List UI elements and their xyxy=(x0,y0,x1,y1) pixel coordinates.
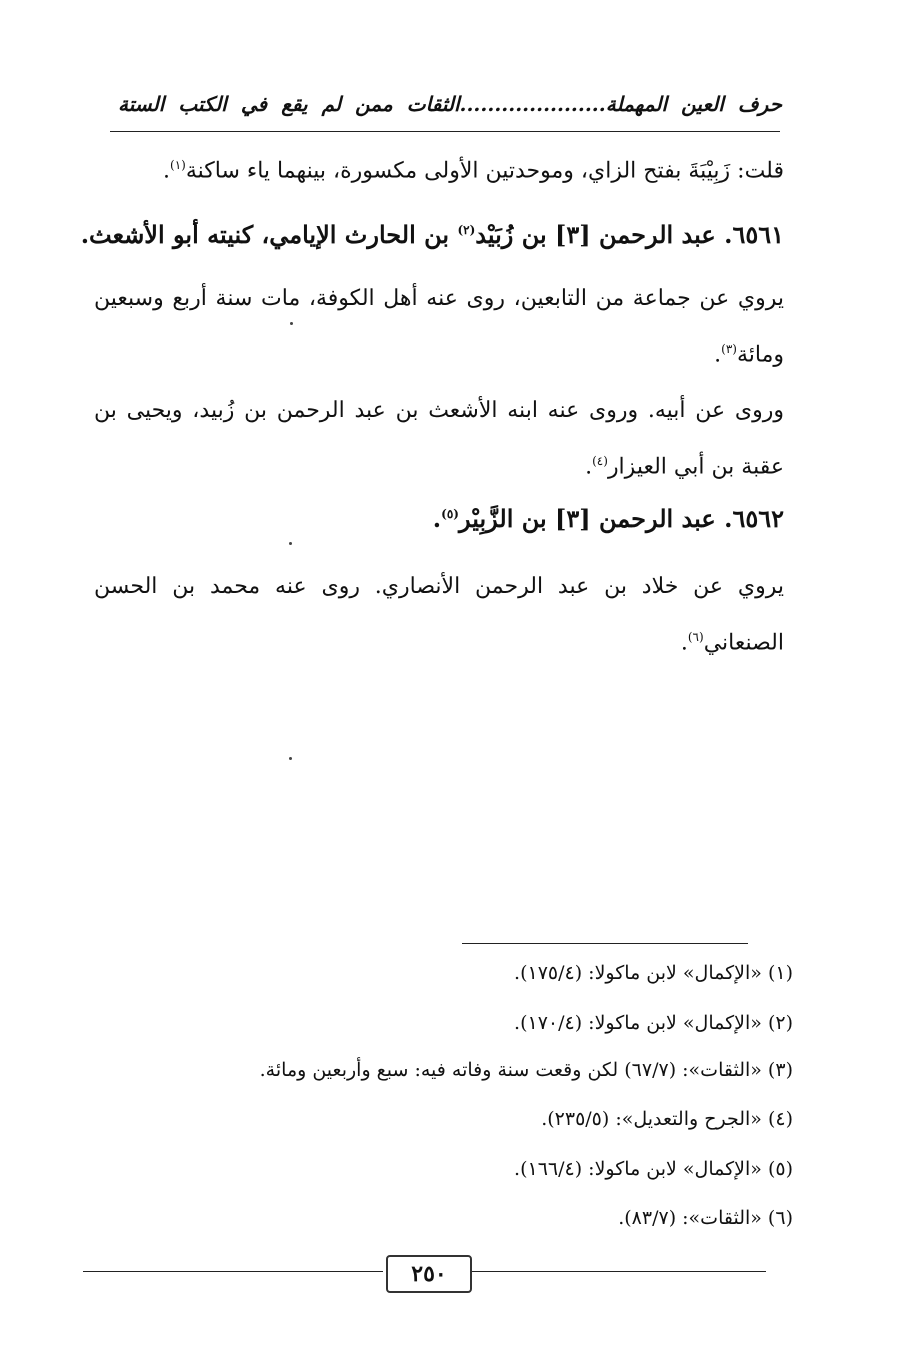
running-header: حرف العين المهملة.....................الثقات ممن لم يقع في الكتب الستة xyxy=(118,92,782,116)
scan-speck xyxy=(289,757,292,760)
paragraph-3-text: يروي عن خلاد بن عبد الرحمن الأنصاري. روى عنه محمد بن الحسن الصنعاني xyxy=(94,574,784,656)
entry-name-rest: بن الحارث الإيامي، كنيته أبو الأشعث. xyxy=(80,220,450,249)
entry-name: عبد الرحمن [٣] بن زُبَيْد xyxy=(475,220,716,249)
paragraph-2-text: وروى عن أبيه. وروى عنه ابنه الأشعث بن عبد الرحمن بن زُبيد، ويحيى بن عقبة بن أبي العيزار xyxy=(94,398,784,480)
page-number: ٢٥٠ xyxy=(386,1255,472,1293)
period: . xyxy=(432,504,442,533)
footnote-5: (٥) «الإكمال» لابن ماكولا: (١٦٦/٤). xyxy=(514,1158,793,1180)
footnote-ref-2: (٢) xyxy=(457,223,476,237)
footnote-ref-3: (٣) xyxy=(721,342,737,356)
entry-number: ٦٥٦١. xyxy=(724,220,784,249)
entry-6561-heading xyxy=(81,220,784,249)
footnote-rule xyxy=(462,943,748,944)
footer-rule-left xyxy=(83,1271,383,1272)
period: . xyxy=(163,158,170,184)
qult-line xyxy=(163,158,784,183)
header-rule xyxy=(110,131,780,132)
footnote-1: (١) «الإكمال» لابن ماكولا: (١٧٥/٤). xyxy=(514,962,793,984)
paragraph-1-text: يروي عن جماعة من التابعين، روى عنه أهل الكوفة، مات سنة أربع وسبعين ومائة xyxy=(94,286,784,368)
footnote-4: (٤) «الجرح والتعديل»: (٢٣٥/٥). xyxy=(541,1108,793,1130)
period: . xyxy=(680,630,688,656)
paragraph-2 xyxy=(94,386,784,492)
scan-speck xyxy=(290,322,293,325)
entry-6562-heading xyxy=(433,504,784,533)
qult-text: قلت: زَبِيْبَةَ بفتح الزاي، وموحدتين الأولى مكسورة، بينهما ياء ساكنة xyxy=(185,158,784,184)
footnote-ref-1: (١) xyxy=(170,158,186,172)
scan-speck xyxy=(289,542,292,545)
paragraph-3 xyxy=(94,562,784,668)
footnote-3: (٣) «الثقات»: (٦٧/٧) لكن وقعت سنة وفاته فيه: سبع وأربعين ومائة. xyxy=(259,1059,793,1081)
footnote-6: (٦) «الثقات»: (٨٣/٧). xyxy=(618,1207,793,1229)
footnote-2: (٢) «الإكمال» لابن ماكولا: (١٧٠/٤). xyxy=(514,1012,793,1034)
entry-number: ٦٥٦٢. xyxy=(724,504,784,533)
footnote-ref-6: (٦) xyxy=(687,630,704,644)
footnote-ref-5: (٥) xyxy=(441,507,459,521)
period: . xyxy=(585,454,593,480)
period: . xyxy=(714,342,722,368)
paragraph-1 xyxy=(94,274,784,380)
footer-rule-right xyxy=(470,1271,766,1272)
footnote-ref-4: (٤) xyxy=(592,454,608,468)
entry-name: عبد الرحمن [٣] بن الزَّبِيْر xyxy=(458,504,716,533)
